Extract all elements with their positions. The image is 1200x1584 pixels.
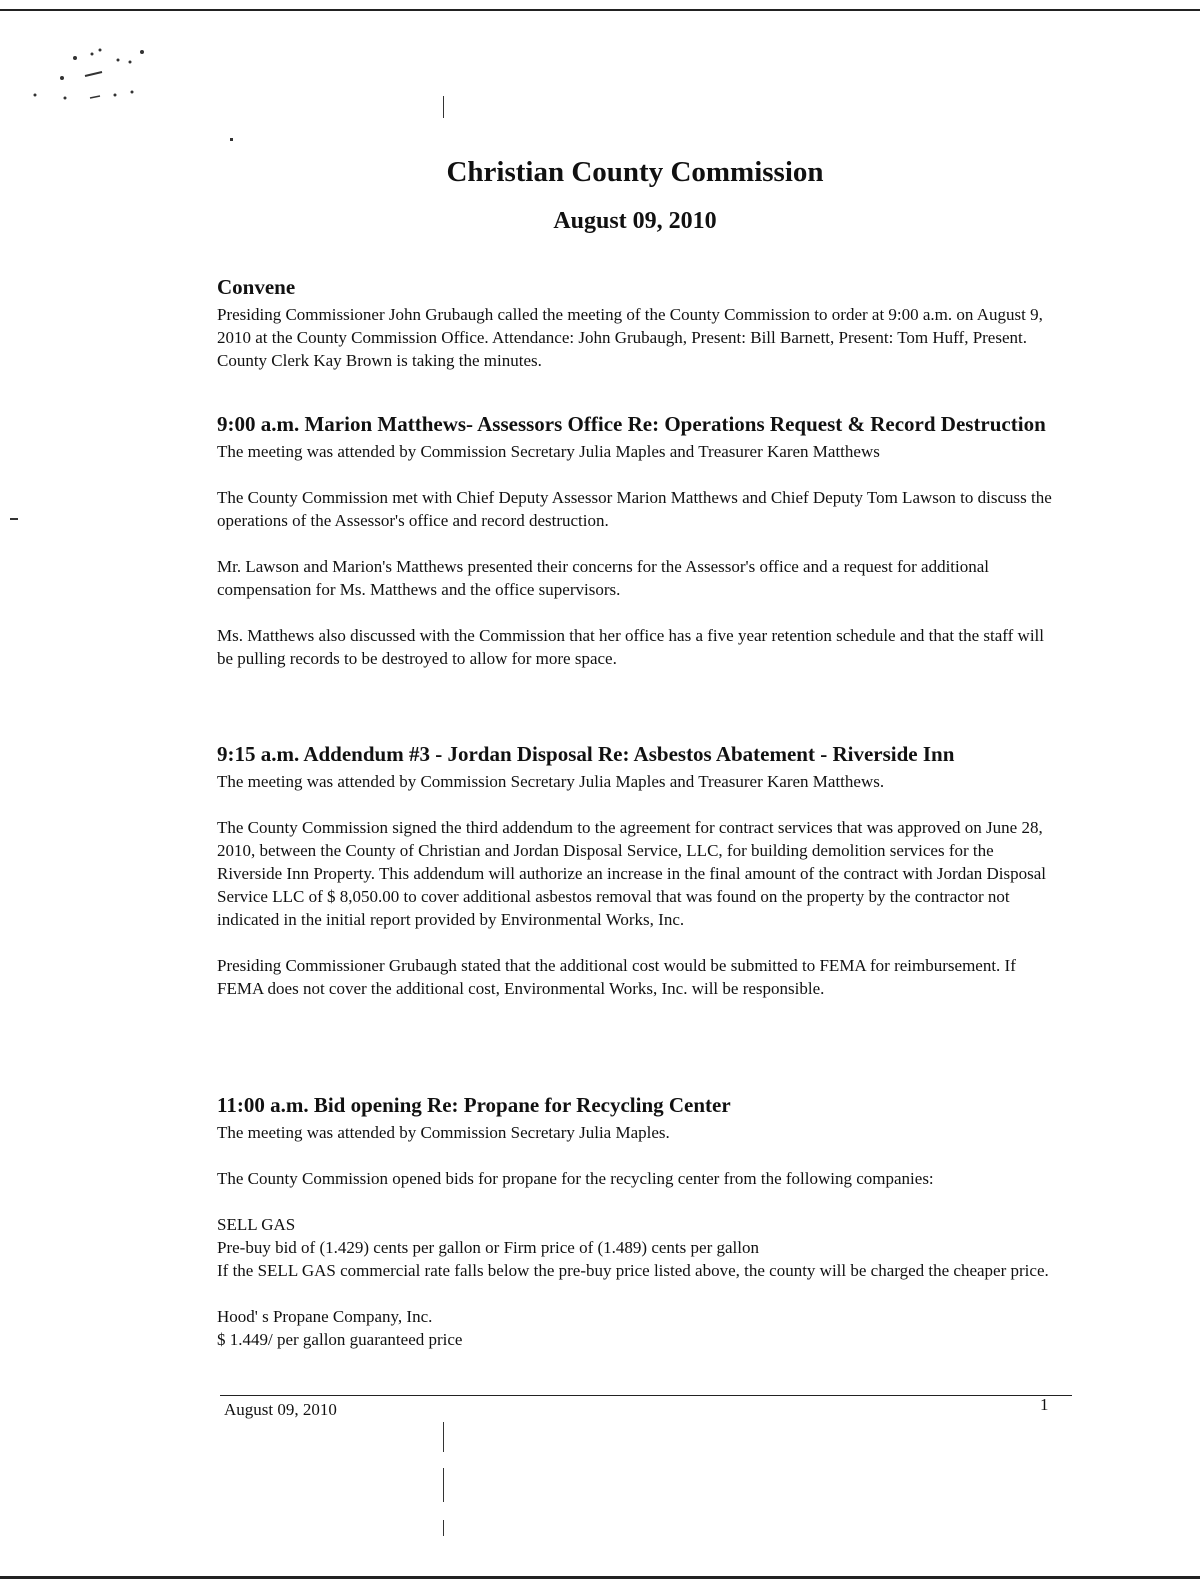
bid-entry	[217, 1213, 1057, 1282]
section-heading: Convene	[217, 275, 296, 299]
scan-mark	[443, 1422, 444, 1452]
footer-divider	[220, 1395, 1072, 1396]
paragraph: The meeting was attended by Commission Secretary Julia Maples and Treasurer Karen Matthews	[217, 442, 880, 461]
document-date: August 09, 2010	[553, 208, 717, 234]
scan-mark	[443, 96, 444, 118]
scan-mark	[230, 138, 233, 141]
paragraph: The County Commission signed the third addendum to the agreement for contract services that was approved on June 28, 2010, between the County of Christian and Jordan Disposal Service, LLC, for building demolition services for the Riverside Inn Property. This addendum will authorize an increase in the final amount of the contract with Jordan Disposal Service LLC of $ 8,050.00 to cover additional asbestos removal that was found on the property by the contractor not indicated in the initial report provided by Environmental Works, Inc.	[217, 818, 1047, 929]
scan-mark	[10, 518, 18, 520]
paragraph: The County Commission met with Chief Deputy Assessor Marion Matthews and Chief Deputy Tom Lawson to discuss the operations of the Assessor's office and record destruction.	[217, 488, 1052, 530]
scan-speckle-marks	[30, 40, 160, 110]
paragraph: The meeting was attended by Commission Secretary Julia Maples and Treasurer Karen Matthews.	[217, 772, 885, 791]
section-heading: 9:15 a.m. Addendum #3 - Jordan Disposal Re: Asbestos Abatement - Riverside Inn	[217, 742, 955, 766]
document-title: Christian County Commission	[446, 156, 824, 188]
paragraph: Mr. Lawson and Marion's Matthews presented their concerns for the Assessor's office and a request for additional compensation for Ms. Matthews and the office supervisors.	[217, 557, 990, 599]
section-heading: 11:00 a.m. Bid opening Re: Propane for Recycling Center	[217, 1093, 731, 1117]
paragraph: The County Commission opened bids for propane for the recycling center from the following companies:	[217, 1169, 934, 1188]
scan-mark	[443, 1520, 444, 1536]
bid-company: SELL GAS	[217, 1215, 296, 1234]
section-heading: 9:00 a.m. Marion Matthews- Assessors Office Re: Operations Request & Record Destruction	[217, 412, 1046, 436]
paragraph: Presiding Commissioner Grubaugh stated that the additional cost would be submitted to FEMA for reimbursement. If FEMA does not cover the additional cost, Environmental Works, Inc. will be responsible.	[217, 956, 1016, 998]
section-jordan-disposal	[217, 739, 1057, 1000]
page-number: 1	[1040, 1395, 1049, 1414]
footer-date: August 09, 2010	[224, 1400, 337, 1419]
bid-line: Pre-buy bid of (1.429) cents per gallon or Firm price of (1.489) cents per gallon	[217, 1238, 759, 1257]
section-convene	[217, 272, 1057, 372]
bid-entry	[217, 1305, 1057, 1351]
section-assessors-office	[217, 409, 1057, 670]
paragraph: Presiding Commissioner John Grubaugh called the meeting of the County Commission to order at 9:00 a.m. on August 9, 2010 at the County Commission Office. Attendance: John Grubaugh, Present: Bill Barnett, Present: Tom Huff, Present. County Clerk Kay Brown is taking the minutes.	[217, 305, 1043, 370]
scan-mark	[443, 1468, 444, 1502]
bid-line: If the SELL GAS commercial rate falls below the pre-buy price listed above, the county will be charged the cheaper price.	[217, 1261, 1049, 1280]
top-border-line	[0, 9, 1200, 11]
bottom-border-line	[0, 1576, 1200, 1579]
paragraph: The meeting was attended by Commission Secretary Julia Maples.	[217, 1123, 670, 1142]
bid-company: Hood' s Propane Company, Inc.	[217, 1307, 433, 1326]
bid-line: $ 1.449/ per gallon guaranteed price	[217, 1330, 463, 1349]
paragraph: Ms. Matthews also discussed with the Commission that her office has a five year retention schedule and that the staff will be pulling records to be destroyed to allow for more space.	[217, 626, 1044, 668]
section-propane-bids	[217, 1090, 1057, 1351]
